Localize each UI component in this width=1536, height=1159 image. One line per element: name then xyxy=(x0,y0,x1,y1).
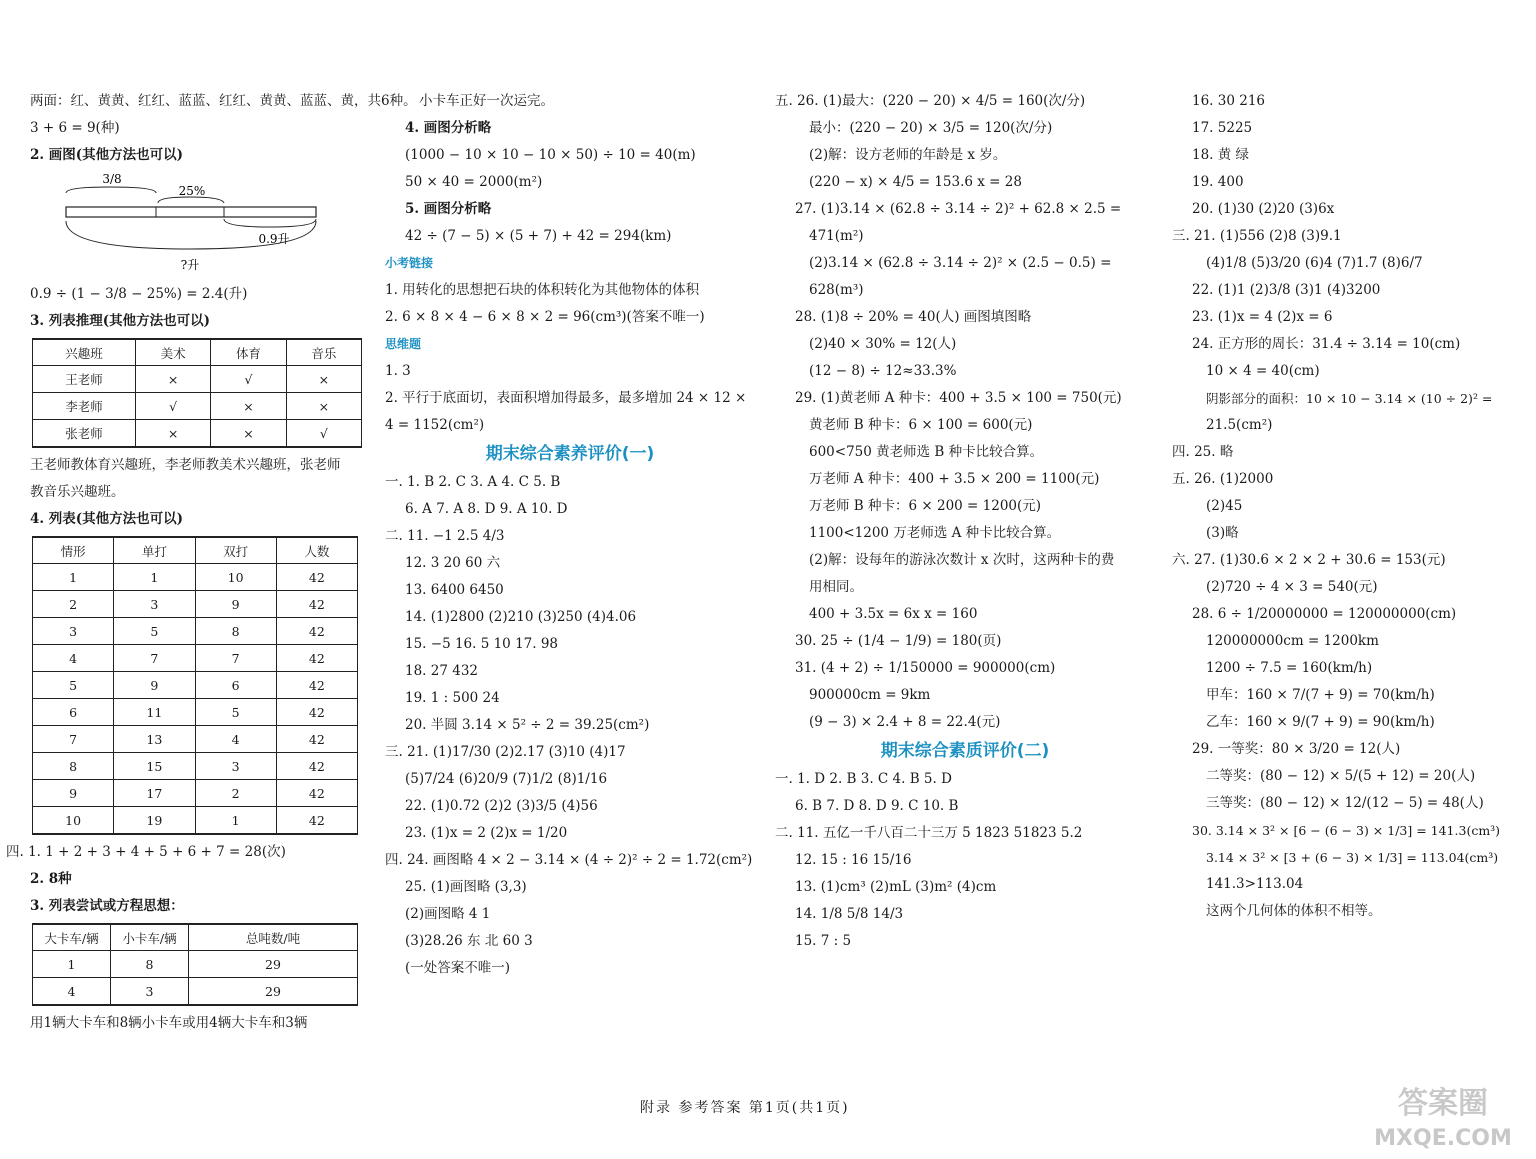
table-cell: 1 xyxy=(33,951,111,978)
answer-line: 13. 6400 6450 xyxy=(405,582,504,598)
column-3 xyxy=(775,88,1155,955)
table-cell: 19 xyxy=(114,807,195,835)
answer-line: 用1辆大卡车和8辆小卡车或用4辆大卡车和3辆 xyxy=(30,1015,308,1031)
table-header: 体育 xyxy=(211,339,286,366)
answer-line: 24. 正方形的周长：31.4 ÷ 3.14 = 10(cm) xyxy=(1192,336,1461,352)
answer-line: 10 × 4 = 40(cm) xyxy=(1206,363,1320,379)
diagram-percent-label: 25% xyxy=(178,184,206,198)
answer-line: (2)3.14 × (62.8 ÷ 3.14 ÷ 2)² × (2.5 − 0.5) = xyxy=(809,255,1112,271)
answer-line: 19. 1 : 500 24 xyxy=(405,690,500,706)
table-header: 小卡车/辆 xyxy=(111,924,189,951)
table-cell: 7 xyxy=(195,645,276,672)
answer-line: 万老师 A 种卡：400 + 3.5 × 200 = 1100(元) xyxy=(809,471,1100,487)
answer-line: 20. (1)30 (2)20 (3)6x xyxy=(1192,201,1335,217)
answer-line: 14. 1/8 5/8 14/3 xyxy=(795,906,904,922)
answer-line: 2. 8种 xyxy=(30,871,72,887)
question-heading: 4. 画图分析略 xyxy=(405,120,492,136)
answer-line: 两面：红、黄黄、红红、蓝蓝、红红、黄黄、蓝蓝、黄，共6种。 xyxy=(30,93,417,109)
table-header: 人数 xyxy=(276,537,357,564)
section-title: 期末综合素养评价(一) xyxy=(485,444,655,464)
table-cell: 42 xyxy=(276,564,357,591)
answer-line: 18. 黄 绿 xyxy=(1192,147,1250,163)
answer-line: 四. 1. 1 + 2 + 3 + 4 + 5 + 6 + 7 = 28(次) xyxy=(6,844,286,860)
answer-line: 这两个几何体的体积不相等。 xyxy=(1206,903,1382,919)
table-cell: × xyxy=(211,393,286,420)
answer-line: 6. B 7. D 8. D 9. C 10. B xyxy=(795,798,959,814)
table-cell: 李老师 xyxy=(33,393,136,420)
answer-line: 四. 24. 画图略 4 × 2 − 3.14 × (4 ÷ 2)² ÷ 2 = 1.72(cm²) xyxy=(385,852,753,868)
answer-line: (5)7/24 (6)20/9 (7)1/2 (8)1/16 xyxy=(405,771,608,787)
table-cell: 8 xyxy=(111,951,189,978)
answer-line: 50 × 40 = 2000(m²) xyxy=(405,174,543,190)
answer-line: 6. A 7. A 8. D 9. A 10. D xyxy=(405,501,568,517)
answer-line: 甲车：160 × 7/(7 + 9) = 70(km/h) xyxy=(1206,687,1435,703)
answer-line: 3.14 × 3² × [3 + (6 − 3) × 1/3] = 113.04(cm³) xyxy=(1206,850,1499,865)
watermark-url: MXQE.COM xyxy=(1374,1126,1512,1151)
table-header: 音乐 xyxy=(286,339,361,366)
brace-bottom-right xyxy=(224,219,316,227)
answer-line: 27. (1)3.14 × (62.8 ÷ 3.14 ÷ 2)² + 62.8 × 2.5 = xyxy=(795,201,1122,217)
column-2 xyxy=(385,88,755,982)
table-header: 总吨数/吨 xyxy=(189,924,358,951)
answer-line: 23. (1)x = 2 (2)x = 1/20 xyxy=(405,825,568,841)
answer-line: 五. 26. (1)2000 xyxy=(1172,471,1274,487)
answer-line: 4 = 1152(cm²) xyxy=(385,417,485,433)
answer-line: 471(m²) xyxy=(809,228,864,244)
answer-line: (2)画图略 4 1 xyxy=(405,906,491,922)
table-cell: 42 xyxy=(276,645,357,672)
answer-line: 21.5(cm²) xyxy=(1206,417,1273,433)
column-4 xyxy=(1172,88,1522,925)
table-header: 兴趣班 xyxy=(33,339,136,366)
answer-line: 三. 21. (1)17/30 (2)2.17 (3)10 (4)17 xyxy=(385,744,626,760)
answer-line: 二. 11. 五亿一千八百二十三万 5 1823 51823 5.2 xyxy=(775,825,1083,841)
table-cell: 2 xyxy=(33,591,114,618)
answer-line: 王老师教体育兴趣班，李老师教美术兴趣班，张老师 xyxy=(30,457,341,473)
answer-line: 29. 一等奖：80 × 3/20 = 12(人) xyxy=(1192,741,1401,757)
table-cell: 42 xyxy=(276,780,357,807)
answer-line: 28. (1)8 ÷ 20% = 40(人) 画图填图略 xyxy=(795,309,1032,325)
answer-line: (2)720 ÷ 4 × 3 = 540(元) xyxy=(1206,579,1378,595)
answer-line: 五. 26. (1)最大：(220 − 20) × 4/5 = 160(次/分) xyxy=(775,93,1086,109)
answer-line: 13. (1)cm³ (2)mL (3)m² (4)cm xyxy=(795,879,997,895)
answer-line: 最小：(220 − 20) × 3/5 = 120(次/分) xyxy=(809,120,1053,136)
answer-line: 30. 3.14 × 3² × [6 − (6 − 3) × 1/3] = 141.3(cm³) xyxy=(1192,823,1501,838)
answer-line: 六. 27. (1)30.6 × 2 × 2 + 30.6 = 153(元) xyxy=(1172,552,1446,568)
bar-diagram-svg xyxy=(30,169,360,281)
table-cell: 6 xyxy=(33,699,114,726)
answer-line: 小卡车正好一次运完。 xyxy=(419,93,554,109)
answer-line: 黄老师 B 种卡：6 × 100 = 600(元) xyxy=(809,417,1033,433)
table-cell: × xyxy=(286,393,361,420)
answer-line: 二. 11. −1 2.5 4/3 xyxy=(385,528,505,544)
answer-line: 0.9 ÷ (1 − 3/8 − 25%) = 2.4(升) xyxy=(30,286,248,302)
answer-line: (3)28.26 东 北 60 3 xyxy=(405,933,533,949)
table-cell: × xyxy=(286,366,361,393)
table-cell: 4 xyxy=(33,978,111,1006)
table-cell: 1 xyxy=(33,564,114,591)
answer-line: 22. (1)0.72 (2)2 (3)3/5 (4)56 xyxy=(405,798,598,814)
section-title: 期末综合素质评价(二) xyxy=(880,741,1050,761)
answer-line: 28. 6 ÷ 1/20000000 = 120000000(cm) xyxy=(1192,606,1457,622)
table-cell: 9 xyxy=(33,780,114,807)
table-cell: √ xyxy=(136,393,211,420)
answer-line: 二等奖：(80 − 12) × 5/(5 + 12) = 20(人) xyxy=(1206,768,1476,784)
answer-line: (一处答案不唯一) xyxy=(405,960,511,976)
answer-line: 600<750 黄老师选 B 种卡比较合算。 xyxy=(809,444,1044,460)
answer-line: 18. 27 432 xyxy=(405,663,478,679)
answer-line: (2)解：设方老师的年龄是 x 岁。 xyxy=(809,147,1007,163)
answer-line: 22. (1)1 (2)3/8 (3)1 (4)3200 xyxy=(1192,282,1381,298)
answer-line: 乙车：160 × 9/(7 + 9) = 90(km/h) xyxy=(1206,714,1435,730)
table-cell: 10 xyxy=(195,564,276,591)
diagram-total-label: ?升 xyxy=(180,258,200,272)
cases-table xyxy=(32,536,358,835)
page-footer: 附录 参考答案 第1页(共1页) xyxy=(640,1100,850,1116)
table-cell: 2 xyxy=(195,780,276,807)
section-label: 思维题 xyxy=(385,337,422,351)
table-cell: 11 xyxy=(114,699,195,726)
table-header: 美术 xyxy=(136,339,211,366)
answer-line: (220 − x) × 4/5 = 153.6 x = 28 xyxy=(809,174,1022,190)
table-cell: × xyxy=(136,366,211,393)
answer-line: 16. 30 216 xyxy=(1192,93,1265,109)
table-header: 单打 xyxy=(114,537,195,564)
table-cell: 4 xyxy=(195,726,276,753)
answer-line: 阴影部分的面积：10 × 10 − 3.14 × (10 ÷ 2)² = xyxy=(1206,391,1493,406)
table-cell: 42 xyxy=(276,591,357,618)
table-cell: 9 xyxy=(114,672,195,699)
answer-line: 25. (1)画图略 (3,3) xyxy=(405,879,527,895)
diagram-bar xyxy=(66,207,316,217)
answer-line: 12. 15 : 16 15/16 xyxy=(795,852,912,868)
answer-line: 三. 21. (1)556 (2)8 (3)9.1 xyxy=(1172,228,1342,244)
diagram-liters-label: 0.9升 xyxy=(258,232,290,246)
question-heading: 4. 列表(其他方法也可以) xyxy=(30,511,184,527)
table-cell: 张老师 xyxy=(33,420,136,448)
section-label: 小考链接 xyxy=(385,256,434,270)
answer-line: 1200 ÷ 7.5 = 160(km/h) xyxy=(1206,660,1373,676)
table-cell: 王老师 xyxy=(33,366,136,393)
watermark-logo-icon xyxy=(1358,1073,1528,1153)
table-cell: 42 xyxy=(276,753,357,780)
table-cell: 42 xyxy=(276,618,357,645)
question-heading: 3. 列表推理(其他方法也可以) xyxy=(30,313,211,329)
watermark-text: 答案圈 xyxy=(1398,1086,1488,1121)
table-cell: √ xyxy=(211,366,286,393)
table-cell: 42 xyxy=(276,672,357,699)
table-cell: 7 xyxy=(33,726,114,753)
answer-line: 四. 25. 略 xyxy=(1172,444,1234,460)
answer-line: 用相同。 xyxy=(809,579,863,595)
answer-line: 15. −5 16. 5 10 17. 98 xyxy=(405,636,559,652)
table-cell: 42 xyxy=(276,726,357,753)
table-cell: 42 xyxy=(276,807,357,835)
table-cell: 9 xyxy=(195,591,276,618)
answer-line: 141.3>113.04 xyxy=(1206,876,1304,892)
answer-line: 400 + 3.5x = 6x x = 160 xyxy=(809,606,978,622)
answer-line: 20. 半圆 3.14 × 5² ÷ 2 = 39.25(cm²) xyxy=(405,717,650,733)
table-cell: 6 xyxy=(195,672,276,699)
answer-line: 42 ÷ (7 − 5) × (5 + 7) + 42 = 294(km) xyxy=(405,228,672,244)
table-cell: √ xyxy=(286,420,361,448)
question-heading: 2. 画图(其他方法也可以) xyxy=(30,147,184,163)
answer-line: 一. 1. B 2. C 3. A 4. C 5. B xyxy=(385,474,561,490)
answer-line: (2)解：设每年的游泳次数计 x 次时，这两种卡的费 xyxy=(809,552,1115,568)
answer-line: 1. 用转化的思想把石块的体积转化为其他物体的体积 xyxy=(385,282,700,298)
table-cell: 29 xyxy=(189,951,358,978)
answer-line: 12. 3 20 60 六 xyxy=(405,555,501,571)
table-cell: 8 xyxy=(33,753,114,780)
answer-line: 29. (1)黄老师 A 种卡：400 + 3.5 × 100 = 750(元) xyxy=(795,390,1122,406)
answer-line: (9 − 3) × 2.4 + 8 = 22.4(元) xyxy=(809,714,1001,730)
table-cell: 3 xyxy=(111,978,189,1006)
answer-line: 120000000cm = 1200km xyxy=(1206,633,1379,649)
table-cell: × xyxy=(211,420,286,448)
brace-top-left xyxy=(66,187,156,193)
answer-line: 628(m³) xyxy=(809,282,864,298)
answer-line: 三等奖：(80 − 12) × 12/(12 − 5) = 48(人) xyxy=(1206,795,1484,811)
table-cell: 3 xyxy=(33,618,114,645)
question-heading: 5. 画图分析略 xyxy=(405,201,492,217)
answer-line: 31. (4 + 2) ÷ 1/150000 = 900000(cm) xyxy=(795,660,1056,676)
table-cell: 1 xyxy=(114,564,195,591)
table-header: 双打 xyxy=(195,537,276,564)
answer-line: 14. (1)2800 (2)210 (3)250 (4)4.06 xyxy=(405,609,637,625)
reasoning-table xyxy=(32,338,362,448)
watermark xyxy=(1358,1073,1528,1153)
table-cell: 3 xyxy=(195,753,276,780)
table-cell: × xyxy=(136,420,211,448)
answer-line: 15. 7 : 5 xyxy=(795,933,852,949)
table-cell: 5 xyxy=(33,672,114,699)
trucks-table xyxy=(32,923,358,1006)
question-heading: 3. 列表尝试或方程思想： xyxy=(30,898,184,914)
table-cell: 4 xyxy=(33,645,114,672)
table-cell: 3 xyxy=(114,591,195,618)
answer-line: 3 + 6 = 9(种) xyxy=(30,120,120,136)
answer-line: 2. 平行于底面切，表面积增加得最多，最多增加 24 × 12 × xyxy=(385,390,747,406)
answer-line: 23. (1)x = 4 (2)x = 6 xyxy=(1192,309,1333,325)
table-header: 情形 xyxy=(33,537,114,564)
answer-line: (2)40 × 30% = 12(人) xyxy=(809,336,957,352)
answer-line: (12 − 8) ÷ 12≈33.3% xyxy=(809,363,957,379)
table-header: 大卡车/辆 xyxy=(33,924,111,951)
answer-line: (2)45 xyxy=(1206,498,1243,514)
table-cell: 5 xyxy=(114,618,195,645)
table-cell: 10 xyxy=(33,807,114,835)
table-cell: 29 xyxy=(189,978,358,1006)
answer-line: 17. 5225 xyxy=(1192,120,1253,136)
table-cell: 15 xyxy=(114,753,195,780)
answer-line: 一. 1. D 2. B 3. C 4. B 5. D xyxy=(775,771,952,787)
table-cell: 8 xyxy=(195,618,276,645)
answer-line: (3)略 xyxy=(1206,525,1239,541)
table-cell: 7 xyxy=(114,645,195,672)
answer-line: 1. 3 xyxy=(385,363,411,379)
answer-line: (4)1/8 (5)3/20 (6)4 (7)1.7 (8)6/7 xyxy=(1206,255,1423,271)
answer-line: 2. 6 × 8 × 4 − 6 × 8 × 2 = 96(cm³)(答案不唯一) xyxy=(385,309,705,325)
table-cell: 42 xyxy=(276,699,357,726)
answer-line: 1100<1200 万老师选 A 种卡比较合算。 xyxy=(809,525,1061,541)
table-cell: 5 xyxy=(195,699,276,726)
table-cell: 13 xyxy=(114,726,195,753)
answer-line: 30. 25 ÷ (1/4 − 1/9) = 180(页) xyxy=(795,633,1002,649)
answer-line: 900000cm = 9km xyxy=(809,687,931,703)
answer-line: 万老师 B 种卡：6 × 200 = 1200(元) xyxy=(809,498,1042,514)
diagram-fraction-label: 3/8 xyxy=(102,172,122,186)
answer-line: (1000 − 10 × 10 − 10 × 50) ÷ 10 = 40(m) xyxy=(405,147,696,163)
table-cell: 17 xyxy=(114,780,195,807)
table-cell: 1 xyxy=(195,807,276,835)
answer-line: 19. 400 xyxy=(1192,174,1244,190)
answer-line: 教音乐兴趣班。 xyxy=(30,484,125,500)
bar-diagram xyxy=(30,169,360,281)
